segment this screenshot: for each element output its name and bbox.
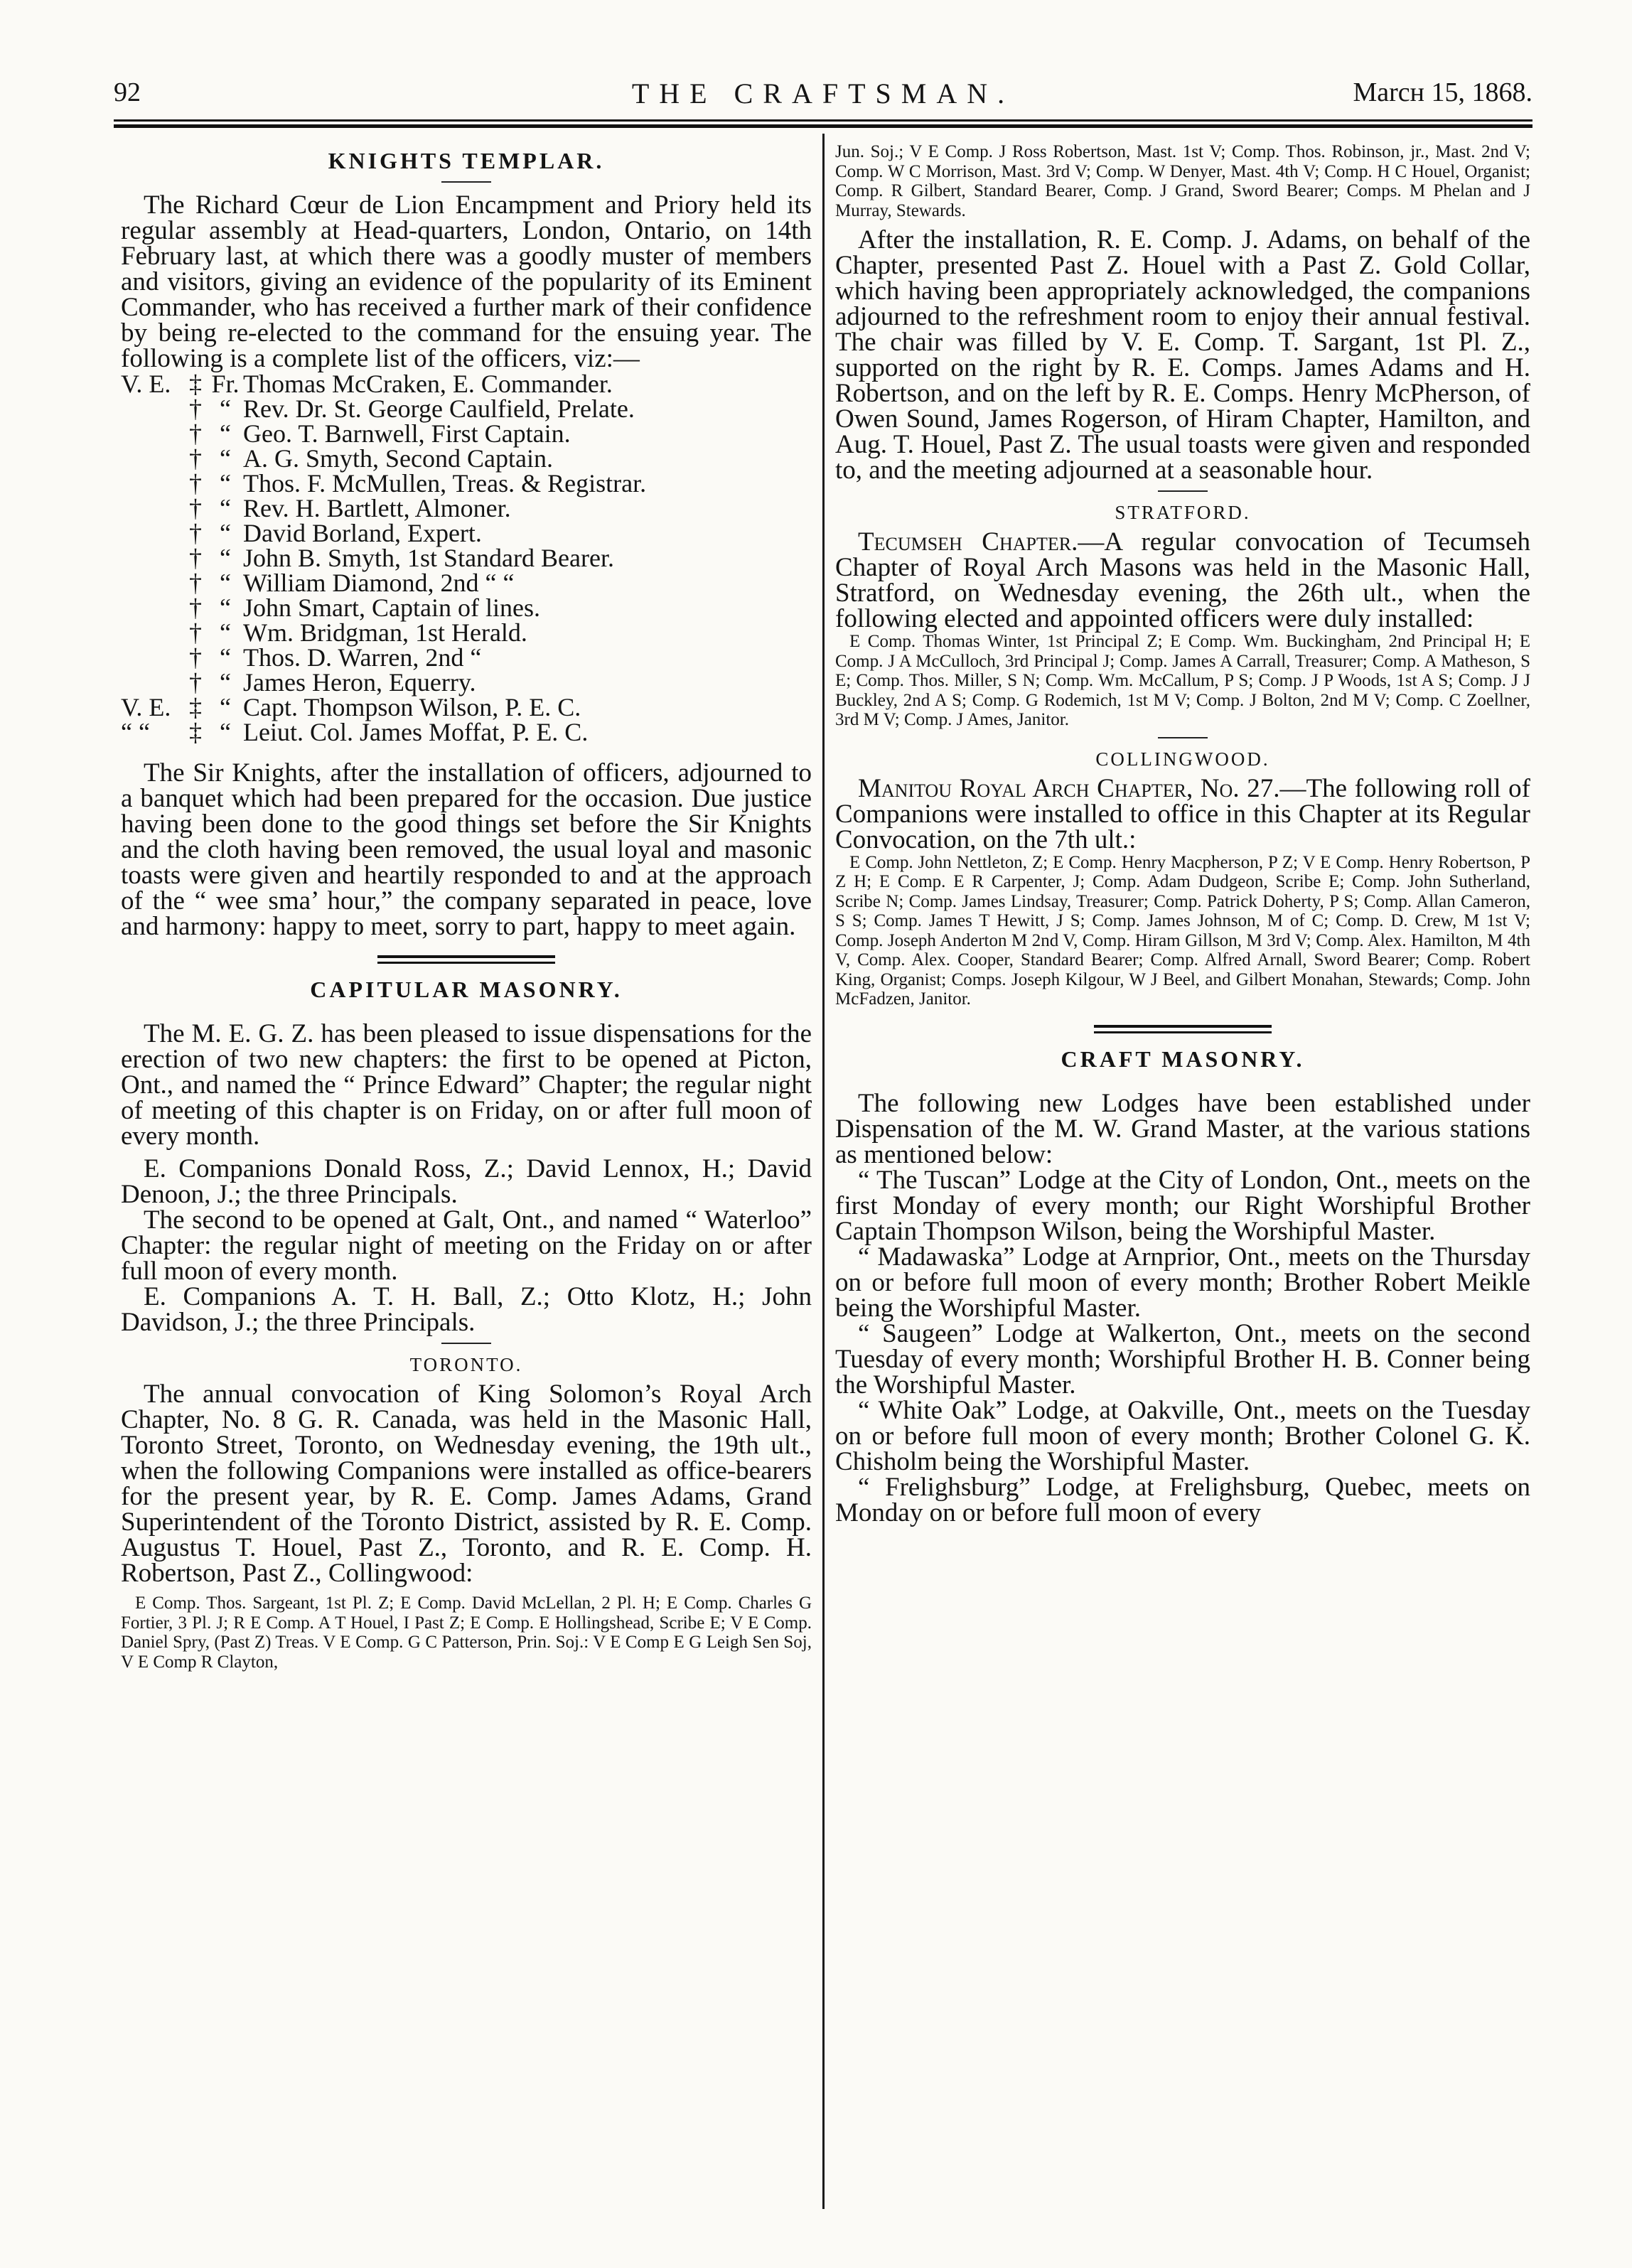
- officer-list: Jun. Soj.; V E Comp. J Ross Robertson, Mast. 1st V; Comp. Thos. Robinson, jr., Mast. 2nd V; Comp. W C Morrison, Mast. 3rd V; Comp. W Denyer, Mast. 4th V; Comp. H C Houel, Organist; Comp. R Gilbert, Standard Bearer, Comp. J Grand, Sword Bearer; Comps. M Phelan and J Murray, Stewards.: [835, 142, 1530, 220]
- officer-prefix: “: [220, 419, 231, 448]
- officer-row: [121, 421, 646, 446]
- officer-prefix: “: [220, 544, 231, 572]
- right-column: [835, 142, 1530, 1526]
- officer-rank: [121, 446, 183, 471]
- officer-name: David Borland, Expert.: [243, 519, 482, 547]
- officer-rank: V. E.: [121, 370, 171, 398]
- officer-name: Thomas McCraken, E. Commander.: [243, 370, 613, 398]
- officer-name: John B. Smyth, 1st Standard Bearer.: [243, 544, 614, 572]
- paragraph: The second to be opened at Galt, Ont., and named “ Waterloo” Chapter: the regular night of meeting on the Friday on or after full moon of every month.: [121, 1205, 812, 1286]
- officer-mark: †: [189, 394, 202, 423]
- officer-list: E Comp. John Nettleton, Z; E Comp. Henry Macpherson, P Z; V E Comp. Henry Robertson, P Z H; E Comp. E R Carpenter, J; Comp. Adam Dudgeon, Scribe E; Comp. John Sutherland, Scribe N; Comp. James Lindsay, Treasurer; Comp. Patrick Doherty, P S; Comp. Allan Cameron, S S; Comp. James T Hewitt, J S; Comp. James Johnson, M of C; Comp. D. Crew, M 1st V; Comp. Joseph Anderton M 2nd V, Comp. Hiram Gillson, M 3rd V; Comp. Alex. Hamilton, M 4th V, Comp. Alex. Cooper, Standard Bearer; Comp. Alfred Arnall, Sword Bearer; Comp. Robert King, Organist; Comps. Joseph Kilgour, W J Beel, and Gilbert Monahan, Stewards; Comp. John McFadzen, Janitor.: [835, 852, 1530, 1009]
- section-divider: [1094, 1025, 1272, 1033]
- officer-prefix: “: [220, 668, 231, 697]
- officer-mark: †: [189, 569, 202, 597]
- column-divider: [822, 134, 825, 2209]
- officer-rank: “ “: [121, 718, 150, 746]
- section-divider: [377, 955, 555, 964]
- paragraph: The Sir Knights, after the installation of officers, adjourned to a banquet which had been prepared for the occasion. Due justice having been done to the good things set before the Sir Knights and the cloth having been removed, the usual loyal and masonic toasts were given and heartily responded to and at the approach of the “ wee sma’ hour,” the company separated in peace, love and harmony: happy to meet, sorry to part, happy to meet again.: [121, 758, 812, 941]
- officer-name: Wm. Bridgman, 1st Herald.: [243, 618, 527, 647]
- chapter-name: Manitou Royal Arch Chapter, No. 27.: [858, 773, 1280, 803]
- subheading-collingwood: COLLINGWOOD.: [1095, 748, 1270, 770]
- officer-name: James Heron, Equerry.: [243, 668, 476, 697]
- officer-rank: [121, 421, 183, 446]
- officer-prefix: “: [220, 618, 231, 647]
- officer-mark: †: [189, 519, 202, 547]
- paragraph: E. Companions A. T. H. Ball, Z.; Otto Klotz, H.; John Davidson, J.; the three Principals.: [121, 1282, 812, 1337]
- officer-row: [121, 695, 646, 720]
- officer-mark: †: [189, 419, 202, 448]
- officer-rank: [121, 645, 183, 670]
- officer-name: Geo. T. Barnwell, First Captain.: [243, 419, 571, 448]
- section-heading-knights-templar: KNIGHTS TEMPLAR.: [328, 148, 605, 173]
- paragraph: E. Companions Donald Ross, Z.; David Lennox, H.; David Denoon, J.; the three Principals.: [121, 1154, 812, 1209]
- officer-name: Rev. H. Bartlett, Almoner.: [243, 494, 511, 522]
- divider: [441, 1343, 491, 1344]
- officer-row: [121, 546, 646, 571]
- chapter-name: Tecumseh Chapter.: [858, 527, 1078, 557]
- officer-mark: †: [189, 544, 202, 572]
- officer-name: A. G. Smyth, Second Captain.: [243, 444, 553, 473]
- officer-prefix: “: [220, 494, 231, 522]
- officer-mark: †: [189, 469, 202, 498]
- officer-name: Thos. F. McMullen, Treas. & Registrar.: [243, 469, 647, 498]
- officer-rank: [121, 596, 183, 620]
- officer-prefix: “: [220, 444, 231, 473]
- officer-mark: †: [189, 593, 202, 622]
- officer-mark: †: [189, 444, 202, 473]
- officer-name: Thos. D. Warren, 2nd “: [243, 643, 482, 672]
- paragraph: “ The Tuscan” Lodge at the City of London, Ont., meets on the first Monday of every month; our Right Worshipful Brother Captain Thompson Wilson, being the Worshipful Master.: [835, 1165, 1530, 1246]
- officer-rank: [121, 620, 183, 645]
- officer-row: [121, 372, 646, 397]
- officer-rank: [121, 670, 183, 695]
- officer-rank: [121, 397, 183, 421]
- officer-name: Capt. Thompson Wilson, P. E. C.: [243, 693, 581, 721]
- officer-mark: †: [189, 494, 202, 522]
- section-heading-capitular-masonry: CAPITULAR MASONRY.: [310, 977, 623, 1002]
- officer-rank: [121, 521, 183, 546]
- officer-prefix: “: [220, 569, 231, 597]
- officer-row: [121, 670, 646, 695]
- paragraph: “ Saugeen” Lodge at Walkerton, Ont., meets on the second Tuesday of every month; Worshipful Brother H. B. Conner being the Worshipful Master.: [835, 1318, 1530, 1399]
- paragraph: After the installation, R. E. Comp. J. Adams, on behalf of the Chapter, presented Past Z. Houel with a Past Z. Gold Collar, which having been appropriately acknowledged, the companions adjourned to the refreshment room to enjoy their annual festival. The chair was filled by V. E. Comp. T. Sargant, 1st Pl. Z., supported on the right by R. E. Comps. James Adams and H. Robertson, and on the left by R. E. Comps. Henry McPherson, of Owen Sound, James Rogerson, of Hiram Chapter, Hamilton, and Aug. T. Houel, Past Z. The usual toasts were given and responded to, and the meeting adjourned at a seasonable hour.: [835, 225, 1530, 485]
- officer-prefix: “: [220, 643, 231, 672]
- subheading-stratford: STRATFORD.: [1115, 502, 1251, 523]
- paragraph: “ White Oak” Lodge, at Oakville, Ont., meets on the Tuesday on or before full moon of every month; Brother Colonel G. K. Chisholm being the Worshipful Master.: [835, 1395, 1530, 1476]
- officer-rank: [121, 546, 183, 571]
- officer-name: Leiut. Col. James Moffat, P. E. C.: [243, 718, 589, 746]
- officer-prefix: “: [220, 593, 231, 622]
- officer-row: [121, 446, 646, 471]
- officer-mark: ‡: [189, 718, 202, 746]
- officer-row: [121, 596, 646, 620]
- officer-row: [121, 571, 646, 596]
- officer-prefix: “: [220, 519, 231, 547]
- officer-mark: ‡: [189, 370, 202, 398]
- officer-name: William Diamond, 2nd “ “: [243, 569, 515, 597]
- divider: [441, 181, 491, 183]
- section-heading-craft-masonry: CRAFT MASONRY.: [1061, 1046, 1305, 1072]
- officer-rank: [121, 571, 183, 596]
- officer-prefix: “: [220, 469, 231, 498]
- paragraph: Tecumseh Chapter.—A regular convocation of Tecumseh Chapter of Royal Arch Masons was held in the Masonic Hall, Stratford, on Wednesday evening, the 26th ult., when the following elected and appointed officers were duly installed:: [835, 527, 1530, 633]
- subheading-toronto: TORONTO.: [409, 1354, 523, 1375]
- paragraph: The M. E. G. Z. has been pleased to issue dispensations for the erection of two new chapters: the first to be opened at Picton, Ont., and named the “ Prince Edward” Chapter; the regular night of meeting of this chapter is on Friday, on or after full moon of every month.: [121, 1019, 812, 1151]
- officer-row: [121, 645, 646, 670]
- issue-date: Marcн 15, 1868.: [1353, 77, 1532, 107]
- paragraph: “ Frelighsburg” Lodge, at Frelighsburg, Quebec, meets on Monday on or before full moon of every: [835, 1472, 1530, 1527]
- officer-row: [121, 397, 646, 421]
- officer-rank: V. E.: [121, 693, 171, 721]
- officer-list: E Comp. Thomas Winter, 1st Principal Z; E Comp. Wm. Buckingham, 2nd Principal H; E Comp. J A McCulloch, 3rd Principal J; Comp. James A Carrall, Treasurer; Comp. A Matheson, S E; Comp. Thos. Miller, S N; Comp. Wm. McCallum, P S; Comp. J P Woods, 1st A S; Comp. J J Buckley, 2nd A S; Comp. G Rodemich, 1st M V; Comp. J Bolton, 2nd M V; Comp. C Zoellner, 3rd M V; Comp. J Ames, Janitor.: [835, 632, 1530, 729]
- officer-prefix: “: [220, 718, 231, 746]
- divider: [1158, 490, 1208, 492]
- officer-name: John Smart, Captain of lines.: [243, 593, 540, 622]
- officer-prefix: “: [220, 394, 231, 423]
- officer-row: [121, 496, 646, 521]
- paragraph: Manitou Royal Arch Chapter, No. 27.—The following roll of Companions were installed to office in this Chapter at its Regular Convocation, on the 7th ult.:: [835, 773, 1530, 854]
- officer-prefix: Fr.: [211, 370, 240, 398]
- officer-mark: ‡: [189, 693, 202, 721]
- officer-mark: †: [189, 618, 202, 647]
- officer-name: Rev. Dr. St. George Caulfield, Prelate.: [243, 394, 635, 423]
- paragraph: The annual convocation of King Solomon’s Royal Arch Chapter, No. 8 G. R. Canada, was held in the Masonic Hall, Toronto Street, Toronto, on Wednesday evening, the 19th ult., when the following Companions were installed as office-bearers for the present year, by R. E. Comp. James Adams, Grand Superintendent of the Toronto District, assisted by R. E. Comp. Augustus T. Houel, Past Z., Toronto, and R. E. Comp. H. Robertson, Past Z., Collingwood:: [121, 1380, 812, 1588]
- officer-list: E Comp. Thos. Sargeant, 1st Pl. Z; E Comp. David McLellan, 2 Pl. H; E Comp. Charles G Fortier, 3 Pl. J; R E Comp. A T Houel, I Past Z; E Comp. E Hollingshead, Scribe E; V E Comp. Daniel Spry, (Past Z) Treas. V E Comp. G C Patterson, Prin. Soj.: V E Comp E G Leigh Sen Soj, V E Comp R Clayton,: [121, 1593, 812, 1672]
- officer-rank: [121, 471, 183, 496]
- officer-row: [121, 720, 646, 745]
- officer-prefix: “: [220, 693, 231, 721]
- officers-list: [121, 372, 646, 745]
- paragraph: The following new Lodges have been established under Dispensation of the M. W. Grand Master, at the various stations as mentioned below:: [835, 1088, 1530, 1169]
- page-header: [114, 77, 1532, 119]
- officer-row: [121, 521, 646, 546]
- divider: [1158, 737, 1208, 738]
- officer-row: [121, 471, 646, 496]
- page-number: 92: [114, 77, 141, 107]
- header-rule: [114, 119, 1532, 128]
- paragraph: “ Madawaska” Lodge at Arnprior, Ont., meets on the Thursday on or before full moon of every month; Brother Robert Meikle being the Worshipful Master.: [835, 1242, 1530, 1323]
- officer-row: [121, 620, 646, 645]
- paragraph: The Richard Cœur de Lion Encampment and Priory held its regular assembly at Head-quarters, London, Ontario, on 14th February last, at which there was a goodly muster of members and visitors, giving an evidence of the popularity of its Eminent Commander, who has received a further mark of their confidence by being re-elected to the command for the ensuing year. The following is a complete list of the officers, viz:—: [121, 190, 812, 373]
- left-column: [121, 142, 812, 1672]
- publication-title: THE CRAFTSMAN.: [631, 77, 1015, 109]
- officer-mark: †: [189, 643, 202, 672]
- officer-mark: †: [189, 668, 202, 697]
- officer-rank: [121, 496, 183, 521]
